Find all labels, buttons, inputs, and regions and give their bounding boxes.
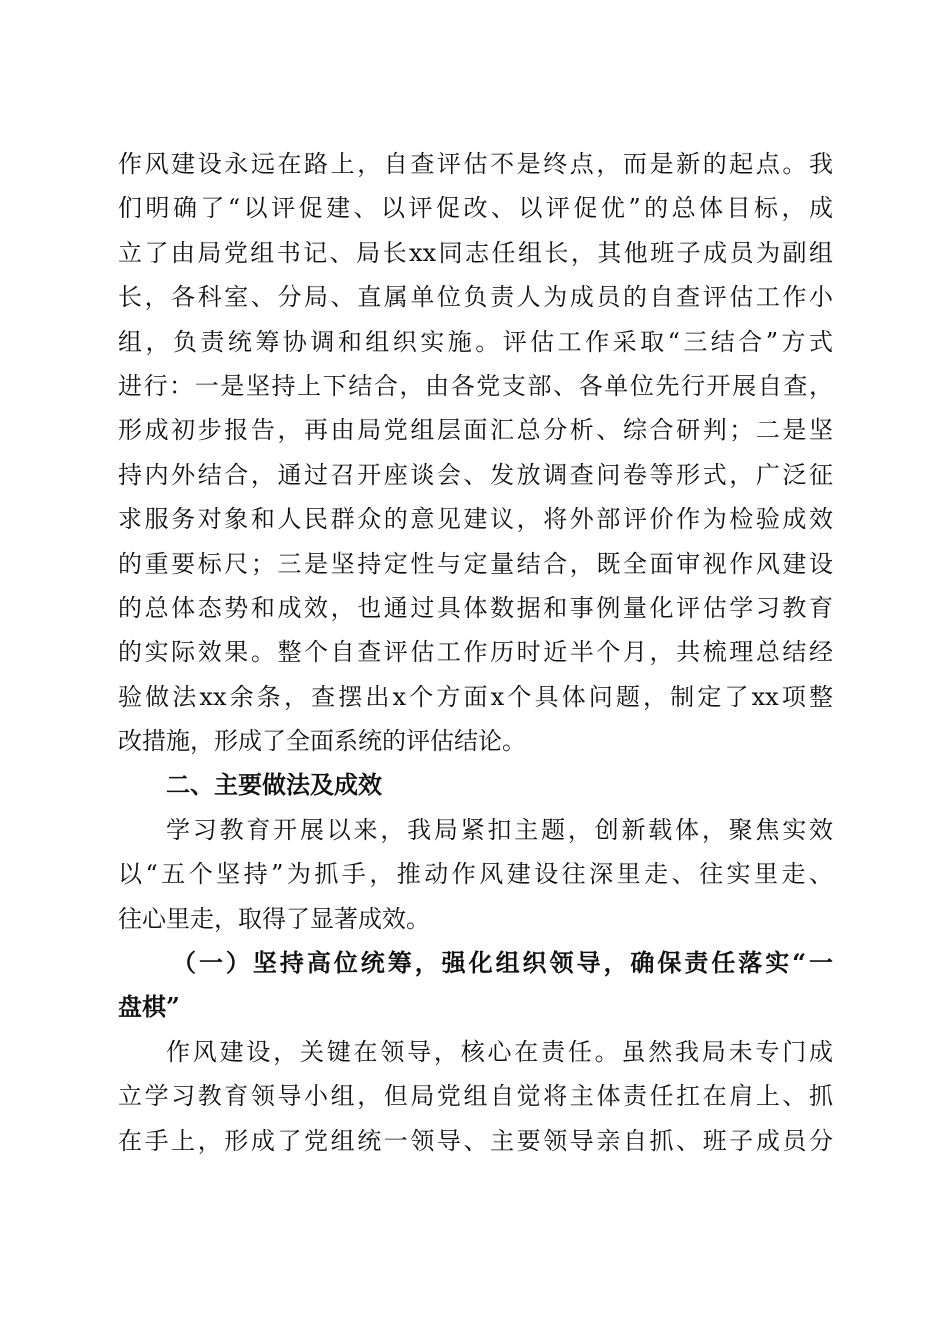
text-line: 的重要标尺；三是坚持定性与定量结合，既全面审视作风建设 bbox=[118, 549, 833, 578]
text-line: 的实际效果。整个自查评估工作历时近半个月，共梳理总结经 bbox=[118, 638, 833, 667]
text-line: 立学习教育领导小组，但局党组自觉将主体责任扛在肩上、抓 bbox=[118, 1082, 833, 1111]
section-heading: 二、主要做法及成效 bbox=[166, 771, 382, 800]
paragraph-intro bbox=[118, 808, 833, 941]
text-line: 立了由局党组书记、局长xx同志任组长，其他班子成员为副组 bbox=[118, 238, 833, 267]
subheading-line: 盘棋” bbox=[118, 992, 180, 1022]
text-line: 作风建设，关键在领导，核心在责任。虽然我局未专门成 bbox=[166, 1037, 833, 1066]
text-line: 作风建设永远在路上，自查评估不是终点，而是新的起点。我 bbox=[118, 150, 833, 178]
text-line: 持内外结合，通过召开座谈会、发放调查问卷等形式，广泛征 bbox=[118, 460, 833, 489]
text-line: 验做法xx余条，查摆出x个方面x个具体问题，制定了xx项整 bbox=[118, 682, 833, 711]
text-line: 组，负责统筹协调和组织实施。评估工作采取“三结合”方式 bbox=[118, 327, 833, 356]
text-line: 们明确了“以评促建、以评促改、以评促优”的总体目标，成 bbox=[118, 194, 833, 223]
text-line: 在手上，形成了党组统一领导、主要领导亲自抓、班子成员分 bbox=[118, 1126, 833, 1155]
text-line: 学习教育开展以来，我局紧扣主题，创新载体，聚焦实效 bbox=[166, 815, 833, 844]
subheading-line: （一）坚持高位统筹，强化组织领导，确保责任落实“一 bbox=[172, 948, 833, 978]
subsection-heading bbox=[118, 941, 833, 1030]
text-line: 长，各科室、分局、直属单位负责人为成员的自查评估工作小 bbox=[118, 283, 833, 312]
paragraph-leadership bbox=[118, 1030, 833, 1163]
text-line: 求服务对象和人民群众的意见建议，将外部评价作为检验成效 bbox=[118, 505, 833, 534]
text-line: 改措施，形成了全面系统的评估结论。 bbox=[118, 727, 526, 756]
text-line: 形成初步报告，再由局党组层面汇总分析、综合研判；二是坚 bbox=[118, 416, 833, 445]
text-line: 以“五个坚持”为抓手，推动作风建设往深里走、往实里走、 bbox=[118, 860, 833, 889]
text-line: 的总体态势和成效，也通过具体数据和事例量化评估学习教育 bbox=[118, 593, 833, 622]
document-page bbox=[118, 142, 833, 1163]
text-line: 进行：一是坚持上下结合，由各党支部、各单位先行开展自查， bbox=[118, 371, 833, 400]
paragraph-self-assessment bbox=[118, 142, 833, 763]
text-line: 往心里走，取得了显著成效。 bbox=[118, 904, 430, 933]
